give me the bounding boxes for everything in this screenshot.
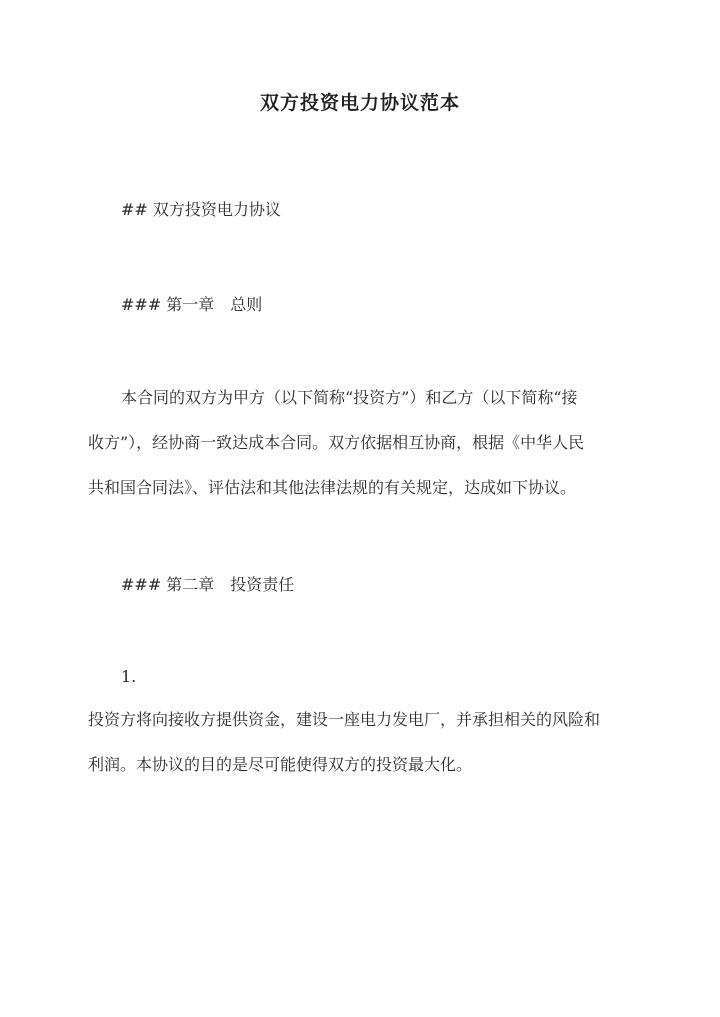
section-heading-agreement: ## 双方投资电力协议 (121, 200, 281, 219)
list-item-number: 1. (121, 667, 137, 686)
chapter-2-paragraph (88, 697, 633, 787)
paragraph-line: 投资方将向接收方提供资金，建设一座电力发电厂，并承担相关的风险和 (88, 710, 601, 729)
paragraph-line: 本合同的双方为甲方（以下简称“投资方”）和乙方（以下简称“接 (121, 388, 578, 407)
paragraph-line: 收方”），经协商一致达成本合同。双方依据相互协商，根据《中华人民 (88, 433, 585, 452)
paragraph-line: 共和国合同法》、评估法和其他法律法规的有关规定，达成如下协议。 (88, 478, 577, 497)
document-title: 双方投资电力协议范本 (259, 92, 460, 114)
chapter-1-paragraph (88, 375, 633, 510)
paragraph-line: 利润。本协议的目的是尽可能使得双方的投资最大化。 (88, 755, 473, 774)
chapter-2-heading: ### 第二章 投资责任 (121, 575, 295, 594)
chapter-1-heading: ### 第一章 总则 (121, 295, 263, 314)
